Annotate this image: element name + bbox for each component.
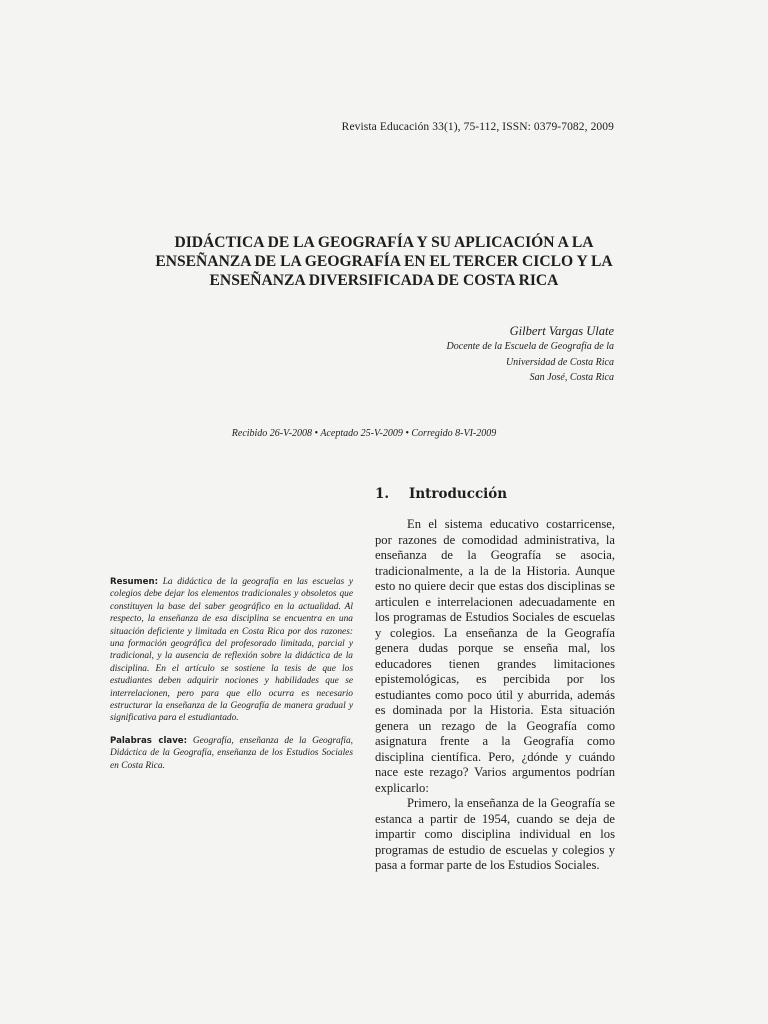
- affiliation-line: San José, Costa Rica: [529, 372, 614, 383]
- keywords-text: Geografía, enseñanza de la Geografía, Didáctica de la Geografía, enseñanza de los Estudios Sociales en Costa Rica.: [110, 735, 353, 771]
- affiliation-line: Docente de la Escuela de Geografía de la: [446, 341, 614, 352]
- submission-dates: Recibido 26-V-2008 • Aceptado 25-V-2009 • Corregido 8-VI-2009: [231, 428, 497, 439]
- journal-reference: Revista Educación 33(1), 75-112, ISSN: 0379-7082, 2009: [341, 121, 614, 133]
- article-title: [110, 233, 658, 290]
- author-block: [447, 323, 614, 386]
- author-name: Gilbert Vargas Ulate: [509, 324, 614, 338]
- keywords-paragraph: [110, 735, 353, 772]
- title-line: ENSEÑANZA DIVERSIFICADA DE COSTA RICA: [209, 272, 559, 289]
- body-paragraph: En el sistema educativo costarricense, por razones de comodidad administrativa, la enseñanza de la Geografía se asocia, tradicionalmente, a la de la Historia. Aunque esto no quiere decir que estas dos disciplinas se articulen e interrelacionen adecuadamente en los programas de Estudios Sociales de escuelas y colegios. La enseñanza de la Geografía genera dudas porque se enseña mal, los educadores tienen grandes limitaciones epistemológicas, es percibida por los estudiantes como poco útil y aburrida, además es dominada por la Historia. Esta situación genera un rezago de la Geografía como asignatura frente a la Geografía como disciplina científica. Pero, ¿dónde y cuándo nace este rezago? Varios argumentos podrían explicarlo:: [375, 517, 615, 795]
- section-number: 1.: [375, 486, 390, 502]
- title-line: DIDÁCTICA DE LA GEOGRAFÍA Y SU APLICACIÓN A LA: [174, 234, 594, 251]
- section-heading: [375, 486, 507, 502]
- keywords-label: Palabras clave:: [110, 735, 188, 746]
- abstract: [110, 576, 353, 782]
- abstract-text: La didáctica de la geografía en las escuelas y colegios debe dejar los elementos tradicionales y obsoletos que constituyen la base del saber geográfico en la actualidad. Al respecto, la enseñanza de esa disciplina se encuentra en una situación deficiente y limitada en Costa Rica por dos razones: una formación geográfica del profesorado limitada, parcial y tradicional, y la ausencia de reflexión sobre la didáctica de la disciplina. En el artículo se sostiene la tesis de que los estudiantes deben adquirir nociones y habilidades que se interrelacionen, pero para que ello ocurra es necesario estructurar la enseñanza de la Geografía de manera gradual y significativa para el estudiantado.: [110, 577, 353, 724]
- body-paragraph: Primero, la enseñanza de la Geografía se estanca a partir de 1954, cuando se deja de impartir como disciplina individual en los programas de estudio de escuelas y colegios y pasa a formar parte de los Estudios Sociales.: [375, 796, 615, 872]
- abstract-paragraph: [110, 576, 353, 725]
- affiliation-line: Universidad de Costa Rica: [505, 356, 614, 368]
- abstract-label: Resumen:: [110, 577, 159, 587]
- title-line: ENSEÑANZA DE LA GEOGRAFÍA EN EL TERCER CICLO Y LA: [155, 253, 613, 270]
- section-title: Introducción: [409, 486, 508, 502]
- section-body: [375, 517, 615, 874]
